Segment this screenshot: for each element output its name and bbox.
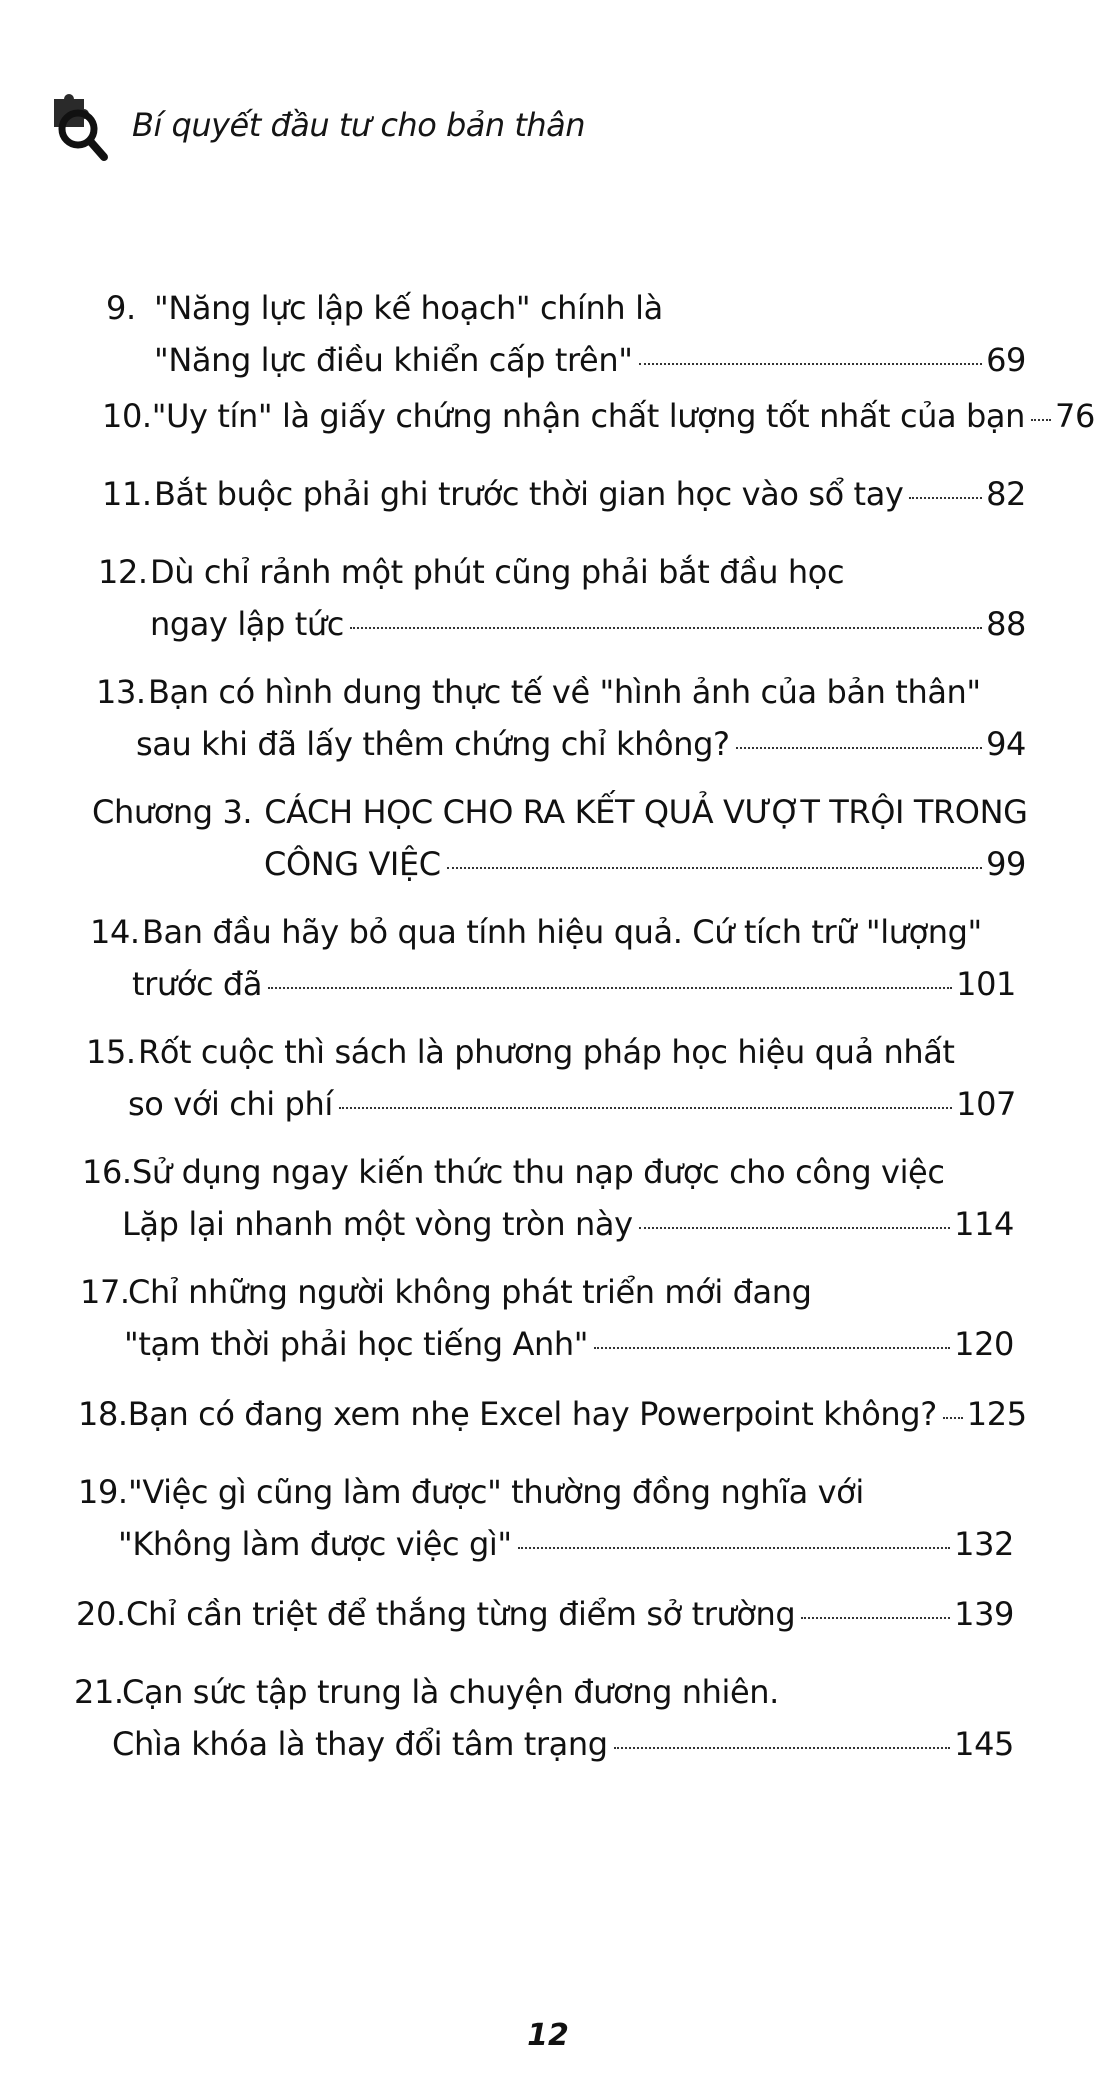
toc-entry[interactable] [96, 666, 1026, 770]
chapter-title-cont: CÔNG VIỆC [264, 845, 441, 883]
toc-page-number: 99 [986, 845, 1026, 883]
toc-entry-number: 11. [102, 475, 152, 513]
toc-entry-title-cont: so với chi phí [128, 1085, 333, 1123]
toc-page-number: 76 [1055, 397, 1095, 435]
toc-entry-number: 14. [90, 913, 140, 951]
toc-entry-number: 10. [102, 397, 152, 435]
toc-entry-title: Bắt buộc phải ghi trước thời gian học vào sổ tay [154, 475, 904, 513]
dot-leader [1031, 419, 1051, 421]
toc-entry-line-1 [74, 1666, 1014, 1718]
toc-entry-title: Chỉ cần triệt để thắng từng điểm sở trường [126, 1595, 796, 1633]
dot-leader [639, 1227, 951, 1229]
toc-entry-title: "Uy tín" là giấy chứng nhận chất lượng tốt nhất của bạn [151, 397, 1026, 435]
toc-page-number: 114 [954, 1205, 1014, 1243]
toc-entry-title: Rốt cuộc thì sách là phương pháp học hiệu quả nhất [138, 1033, 955, 1071]
dot-leader [736, 747, 982, 749]
toc-entry-line-1 [102, 468, 1026, 520]
toc-entry-number: 16. [82, 1153, 132, 1191]
toc-entry-line-2 [82, 1198, 1014, 1250]
toc-entry-line-1 [92, 786, 1026, 838]
toc-entry-line-2 [90, 958, 1016, 1010]
toc-entry[interactable] [74, 1666, 1014, 1770]
toc-page-number: 101 [956, 965, 1016, 1003]
toc-entry-title: Dù chỉ rảnh một phút cũng phải bắt đầu học [150, 553, 845, 591]
toc-entry-number: 9. [106, 289, 136, 327]
toc-page-number: 125 [966, 1395, 1027, 1433]
toc-entry-line-2 [80, 1318, 1014, 1370]
toc-entry-line-2 [78, 1518, 1014, 1570]
toc-entry[interactable] [86, 1026, 1016, 1130]
dot-leader [518, 1547, 950, 1549]
dot-leader [447, 867, 982, 869]
toc-entry-title: Cạn sức tập trung là chuyện đương nhiên. [122, 1673, 779, 1711]
toc-entry-number: 15. [86, 1033, 136, 1071]
dot-leader [614, 1747, 950, 1749]
toc-entry-line-2 [86, 1078, 1016, 1130]
toc-page-number: 82 [986, 475, 1026, 513]
toc-entry-line-1 [90, 906, 1016, 958]
toc-entry[interactable] [82, 1146, 1014, 1250]
toc-page-number: 107 [956, 1085, 1016, 1123]
toc-entry-number: 12. [98, 553, 148, 591]
toc-entry-line-1 [80, 1266, 1014, 1318]
toc-page-number: 69 [986, 341, 1026, 379]
dot-leader [801, 1617, 950, 1619]
toc-entry[interactable] [80, 1266, 1014, 1370]
toc-page-number: 139 [954, 1595, 1014, 1633]
toc-entry-number: 20. [76, 1595, 126, 1633]
toc-chapter-entry[interactable] [92, 786, 1026, 890]
toc-entry-title-cont: Lặp lại nhanh một vòng tròn này [122, 1205, 633, 1243]
toc-entry-title-cont: trước đã [132, 965, 263, 1003]
toc-entry-line-1 [86, 1026, 1016, 1078]
dot-leader [909, 497, 982, 499]
toc-entry-title: Sử dụng ngay kiến thức thu nạp được cho công việc [132, 1153, 945, 1191]
toc-entry-number: 17. [80, 1273, 130, 1311]
toc-entry-line-1 [102, 390, 1095, 442]
toc-entry-line-1 [96, 666, 1026, 718]
toc-page-number: 132 [954, 1525, 1014, 1563]
chapter-title: CÁCH HỌC CHO RA KẾT QUẢ VƯỢT TRỘI TRONG [264, 793, 1028, 831]
toc-entry-title-cont: "tạm thời phải học tiếng Anh" [124, 1325, 589, 1363]
toc-entry-number: 21. [74, 1673, 124, 1711]
toc-entry[interactable] [90, 906, 1016, 1010]
toc-page-number: 88 [986, 605, 1026, 643]
toc-entry[interactable] [76, 1588, 1014, 1640]
chapter-number: Chương 3. [92, 793, 253, 831]
toc-entry[interactable] [78, 1466, 1014, 1570]
toc-entry-line-1 [82, 1146, 1014, 1198]
toc-entry-line-2 [74, 1718, 1014, 1770]
toc-entry-title-cont: "Không làm được việc gì" [118, 1525, 512, 1563]
toc-entry-line-1 [76, 1588, 1014, 1640]
toc-entry[interactable] [98, 546, 1026, 650]
toc-entry-number: 18. [78, 1395, 128, 1433]
page-number-footer: 12 [527, 2018, 569, 2053]
dot-leader [350, 627, 982, 629]
toc-entry-number: 19. [78, 1473, 128, 1511]
toc-entry-title-cont: sau khi đã lấy thêm chứng chỉ không? [136, 725, 730, 763]
dot-leader [594, 1347, 950, 1349]
toc-entry-line-2 [92, 838, 1026, 890]
toc-entry[interactable] [78, 1388, 1027, 1440]
toc-entry-title: Bạn có đang xem nhẹ Excel hay Powerpoint không? [127, 1395, 937, 1433]
toc-page-number: 145 [954, 1725, 1014, 1763]
toc-page-number: 94 [986, 725, 1026, 763]
toc-entry-title-cont: "Năng lực điều khiển cấp trên" [154, 341, 633, 379]
toc-entry-number: 13. [96, 673, 146, 711]
toc-entry-title-cont: Chìa khóa là thay đổi tâm trạng [112, 1725, 608, 1763]
toc-entry-line-2 [106, 334, 1026, 386]
toc-entry-title: Bạn có hình dung thực tế về "hình ảnh của bản thân" [148, 673, 981, 711]
toc-entry-line-1 [78, 1388, 1027, 1440]
toc-entry[interactable] [102, 468, 1026, 520]
toc-entry-line-1 [98, 546, 1026, 598]
book-title: Bí quyết đầu tư cho bản thân [132, 106, 586, 144]
toc-entry-title: Chỉ những người không phát triển mới đang [128, 1273, 812, 1311]
dot-leader [339, 1107, 952, 1109]
running-header [40, 80, 585, 170]
dot-leader [639, 363, 983, 365]
toc-entry-title: "Việc gì cũng làm được" thường đồng nghĩa với [128, 1473, 864, 1511]
dot-leader [268, 987, 952, 989]
toc-page-number: 120 [954, 1325, 1014, 1363]
toc-entry-line-1 [78, 1466, 1014, 1518]
toc-entry-title: Ban đầu hãy bỏ qua tính hiệu quả. Cứ tích trữ "lượng" [142, 913, 982, 951]
toc-entry-line-1 [106, 282, 1026, 334]
toc-entry-title-cont: ngay lập tức [150, 605, 344, 643]
toc-entry[interactable] [102, 390, 1095, 442]
magnifier-puzzle-icon [40, 85, 112, 165]
toc-entry[interactable] [106, 282, 1026, 386]
toc-entry-line-2 [98, 598, 1026, 650]
dot-leader [943, 1417, 963, 1419]
toc-entry-line-2 [96, 718, 1026, 770]
toc-entry-title: "Năng lực lập kế hoạch" chính là [154, 289, 663, 327]
